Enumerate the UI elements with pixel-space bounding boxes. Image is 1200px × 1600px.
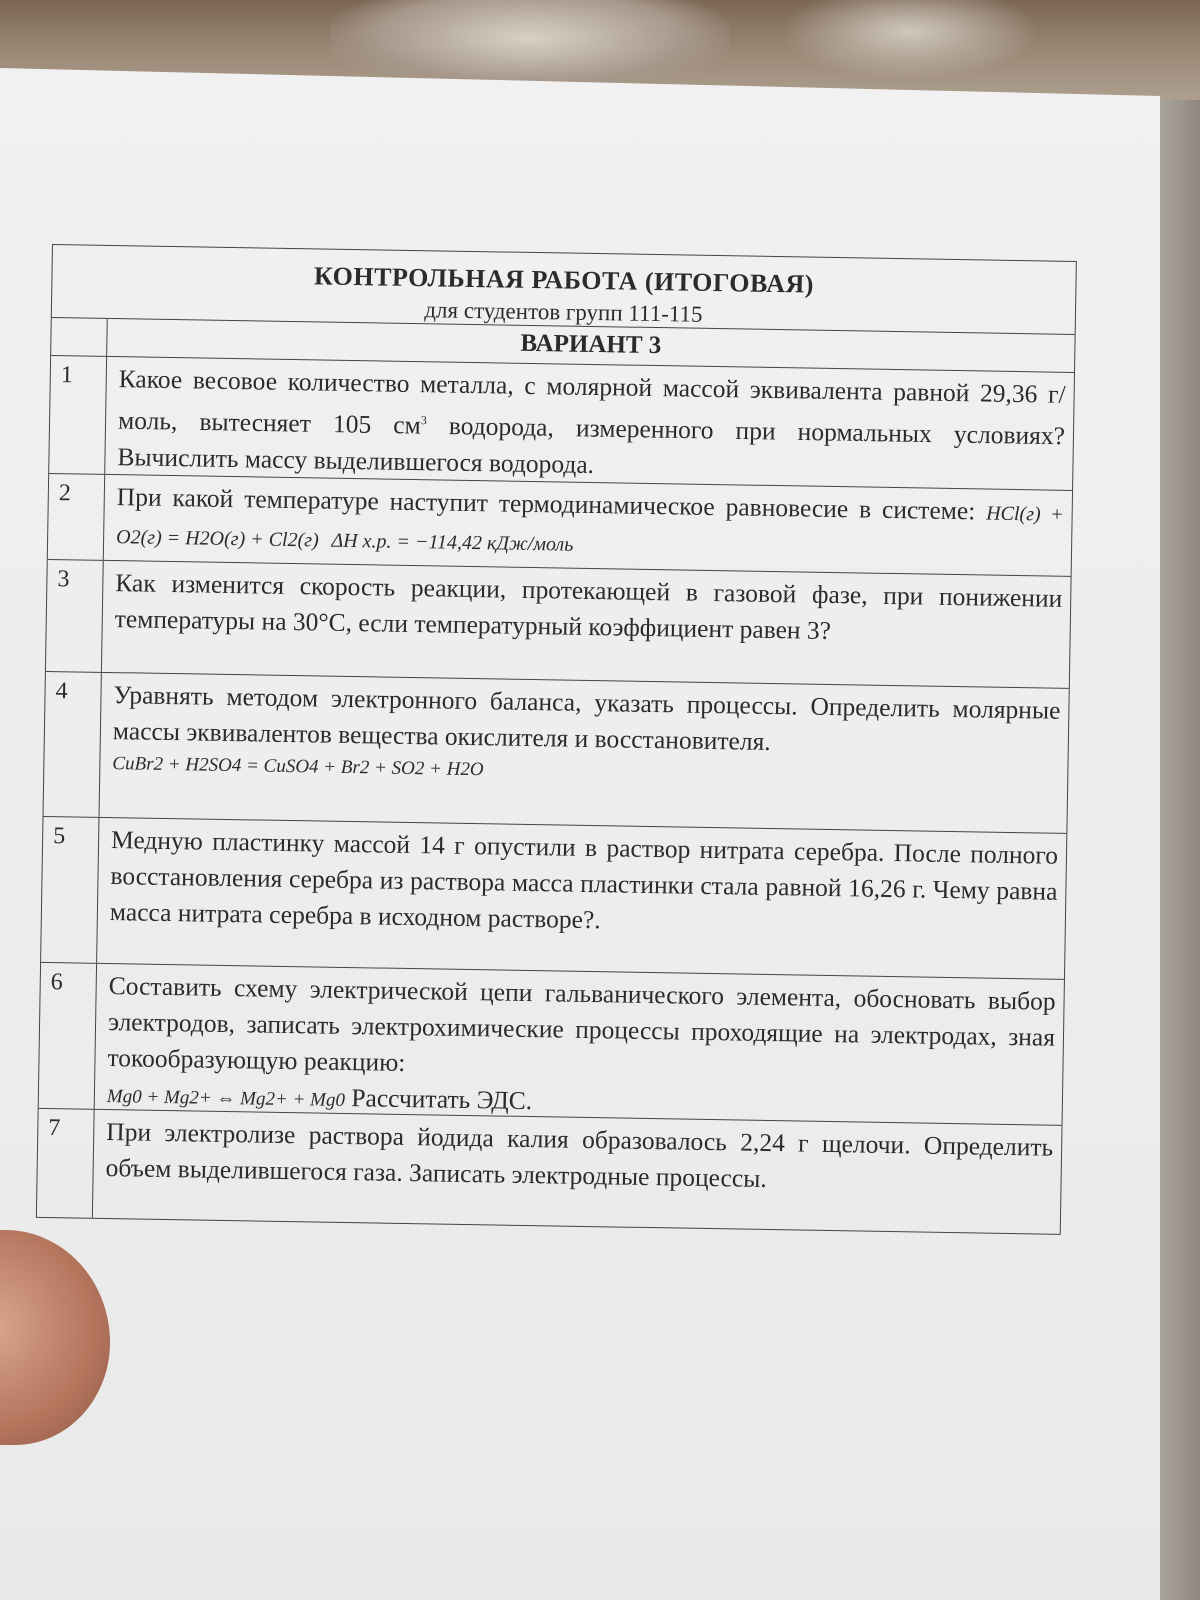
test-table xyxy=(36,244,1077,1235)
task-text-part: При какой температуре наступит термодинамическое равновесие в системе: xyxy=(116,482,987,526)
task-text xyxy=(95,964,1064,1125)
redox-equation: CuBr2 + H2SO4 = CuSO4 + Br2 + SO2 + H2O xyxy=(112,753,484,781)
exponent: 3 xyxy=(420,413,427,428)
reaction-equation: HCl(г) + O2(г) = H2O(г) + Cl2(г) xyxy=(115,502,1064,552)
task-text-part: Уравнять методом электронного баланса, указать процессы. Определить молярные массы эквивалентов вещества окислителя и восстановителя. xyxy=(112,680,1061,756)
task-number: 5 xyxy=(41,817,99,963)
cell-reaction: Mg0 + Mg2+ ⇔ Mg2+ + Mg0 xyxy=(106,1086,346,1111)
table-row xyxy=(39,963,1064,1126)
task-number: 6 xyxy=(39,963,97,1109)
table-row xyxy=(46,560,1071,689)
task-text: Как изменится скорость реакции, протекающей в газовой фазе, при понижении температуры на 30°C, если температурный коэффициент равен 3? xyxy=(114,568,1063,645)
task-text-part: Какое весовое количество металла, с молярной массой эквивалента равной 29,36 г/моль, вытесняет 105 см xyxy=(117,364,1066,440)
task-text: Медную пластинку массой 14 г опустили в раствор нитрата серебра. После полного восстановления серебра из раствора масса пластинки стала равной 16,26 г. Чему равна масса нитрата серебра в исходном растворе?. xyxy=(109,825,1059,935)
document-title: КОНТРОЛЬНАЯ РАБОТА (ИТОГОВАЯ) xyxy=(313,261,815,299)
task-number: 1 xyxy=(49,356,107,474)
task-number: 4 xyxy=(44,672,102,817)
task-text-part: Составить схему электрической цепи гальванического элемента, обосновать выбор электродов, записать электрохимические процессы проходящие на электродах, зная токообразующую реакцию: xyxy=(107,971,1056,1077)
background-object xyxy=(780,0,1040,80)
task-text xyxy=(105,357,1074,490)
task-text xyxy=(104,475,1072,576)
table-row xyxy=(41,817,1066,980)
table-row xyxy=(43,672,1068,834)
task-text-part: Рассчитать ЭДС. xyxy=(351,1083,533,1116)
task-text-part: водорода, измеренного при нормальных условиях? Вычислить массу выделившегося водорода. xyxy=(117,410,1066,479)
task-text xyxy=(100,673,1069,833)
task-number: 7 xyxy=(37,1109,95,1218)
table-row xyxy=(49,356,1074,491)
variant-label: ВАРИАНТ 3 xyxy=(520,329,662,360)
enthalpy-value: ΔH х.р. = −114,42 кДж/моль xyxy=(331,529,574,556)
table-row xyxy=(48,474,1072,577)
task-number: 3 xyxy=(46,560,104,672)
table-row xyxy=(37,1109,1062,1234)
task-number: 2 xyxy=(48,474,105,560)
variant-number-cell xyxy=(51,318,108,356)
task-text: При электролизе раствора йодида калия образовалось 2,24 г щелочи. Определить объем выделившегося газа. Записать электродные процессы. xyxy=(105,1117,1054,1193)
document-subtitle: для студентов групп 111-115 xyxy=(424,297,703,327)
